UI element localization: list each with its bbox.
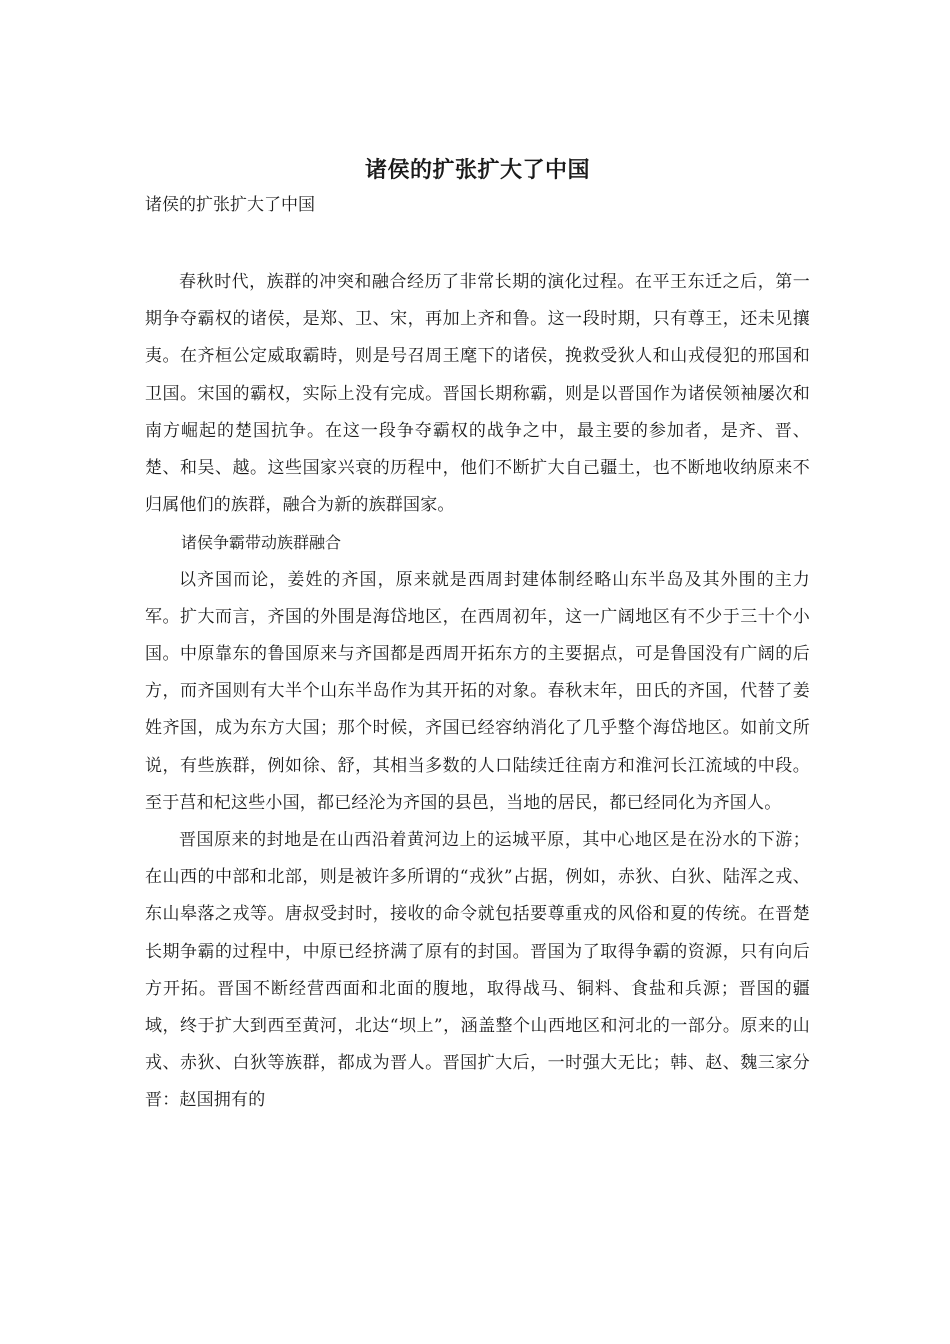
- document-subtitle: 诸侯的扩张扩大了中国: [145, 195, 315, 215]
- paragraph: 春秋时代，族群的冲突和融合经历了非常长期的演化过程。在平王东迁之后，第一期争夺霸权的诸侯，是郑、卫、宋，再加上齐和鲁。这一段时期，只有尊王，还未见攘夷。在齐桓公定威取霸時，则是号召周王麾下的诸侯，挽救受狄人和山戎侵犯的邢国和卫国。宋国的霸权，实际上没有完成。晋国长期称霸，则是以晋国作为诸侯领袖屡次和南方崛起的楚国抗争。在这一段争夺霸权的战争之中，最主要的参加者，是齐、晋、楚、和吴、越。这些国家兴衰的历程中，他们不断扩大自己疆土，也不断地收纳原来不归属他们的族群，融合为新的族群国家。: [145, 272, 810, 516]
- section-heading: 诸侯争霸带动族群融合: [181, 533, 342, 553]
- document-title: 诸侯的扩张扩大了中国: [364, 157, 590, 183]
- document-page: [145, 150, 810, 1120]
- paragraph: 晋国原来的封地是在山西沿着黄河边上的运城平原，其中心地区是在汾水的下游；在山西的中部和北部，则是被许多所谓的“戎狄”占据，例如，赤狄、白狄、陆浑之戎、东山皋落之戎等。唐叔受封时，接收的命令就包括要尊重戎的风俗和夏的传统。在晋楚长期争霸的过程中，中原已经挤满了原有的封国。晋国为了取得争霸的资源，只有向后方开拓。晋国不断经营西面和北面的腹地，取得战马、铜料、食盐和兵源；晋国的疆域，终于扩大到西至黄河，北达“坝上”，涵盖整个山西地区和河北的一部分。原来的山戎、赤狄、白狄等族群，都成为晋人。晋国扩大后，一时强大无比；韩、赵、魏三家分晋：赵国拥有的: [145, 830, 810, 1111]
- paragraph: 以齐国而论，姜姓的齐国，原来就是西周封建体制经略山东半岛及其外围的主力军。扩大而言，齐国的外围是海岱地区，在西周初年，这一广阔地区有不少于三十个小国。中原靠东的鲁国原来与齐国都是西周开拓东方的主要据点，可是鲁国没有广阔的后方，而齐国则有大半个山东半岛作为其开拓的对象。春秋末年，田氏的齐国，代替了姜姓齐国，成为东方大国；那个时候，齐国已经容纳消化了几乎整个海岱地区。如前文所说，有些族群，例如徐、舒，其相当多数的人口陆续迁往南方和淮河长江流域的中段。至于莒和杞这些小国，都已经沦为齐国的县邑，当地的居民，都已经同化为齐国人。: [145, 569, 810, 813]
